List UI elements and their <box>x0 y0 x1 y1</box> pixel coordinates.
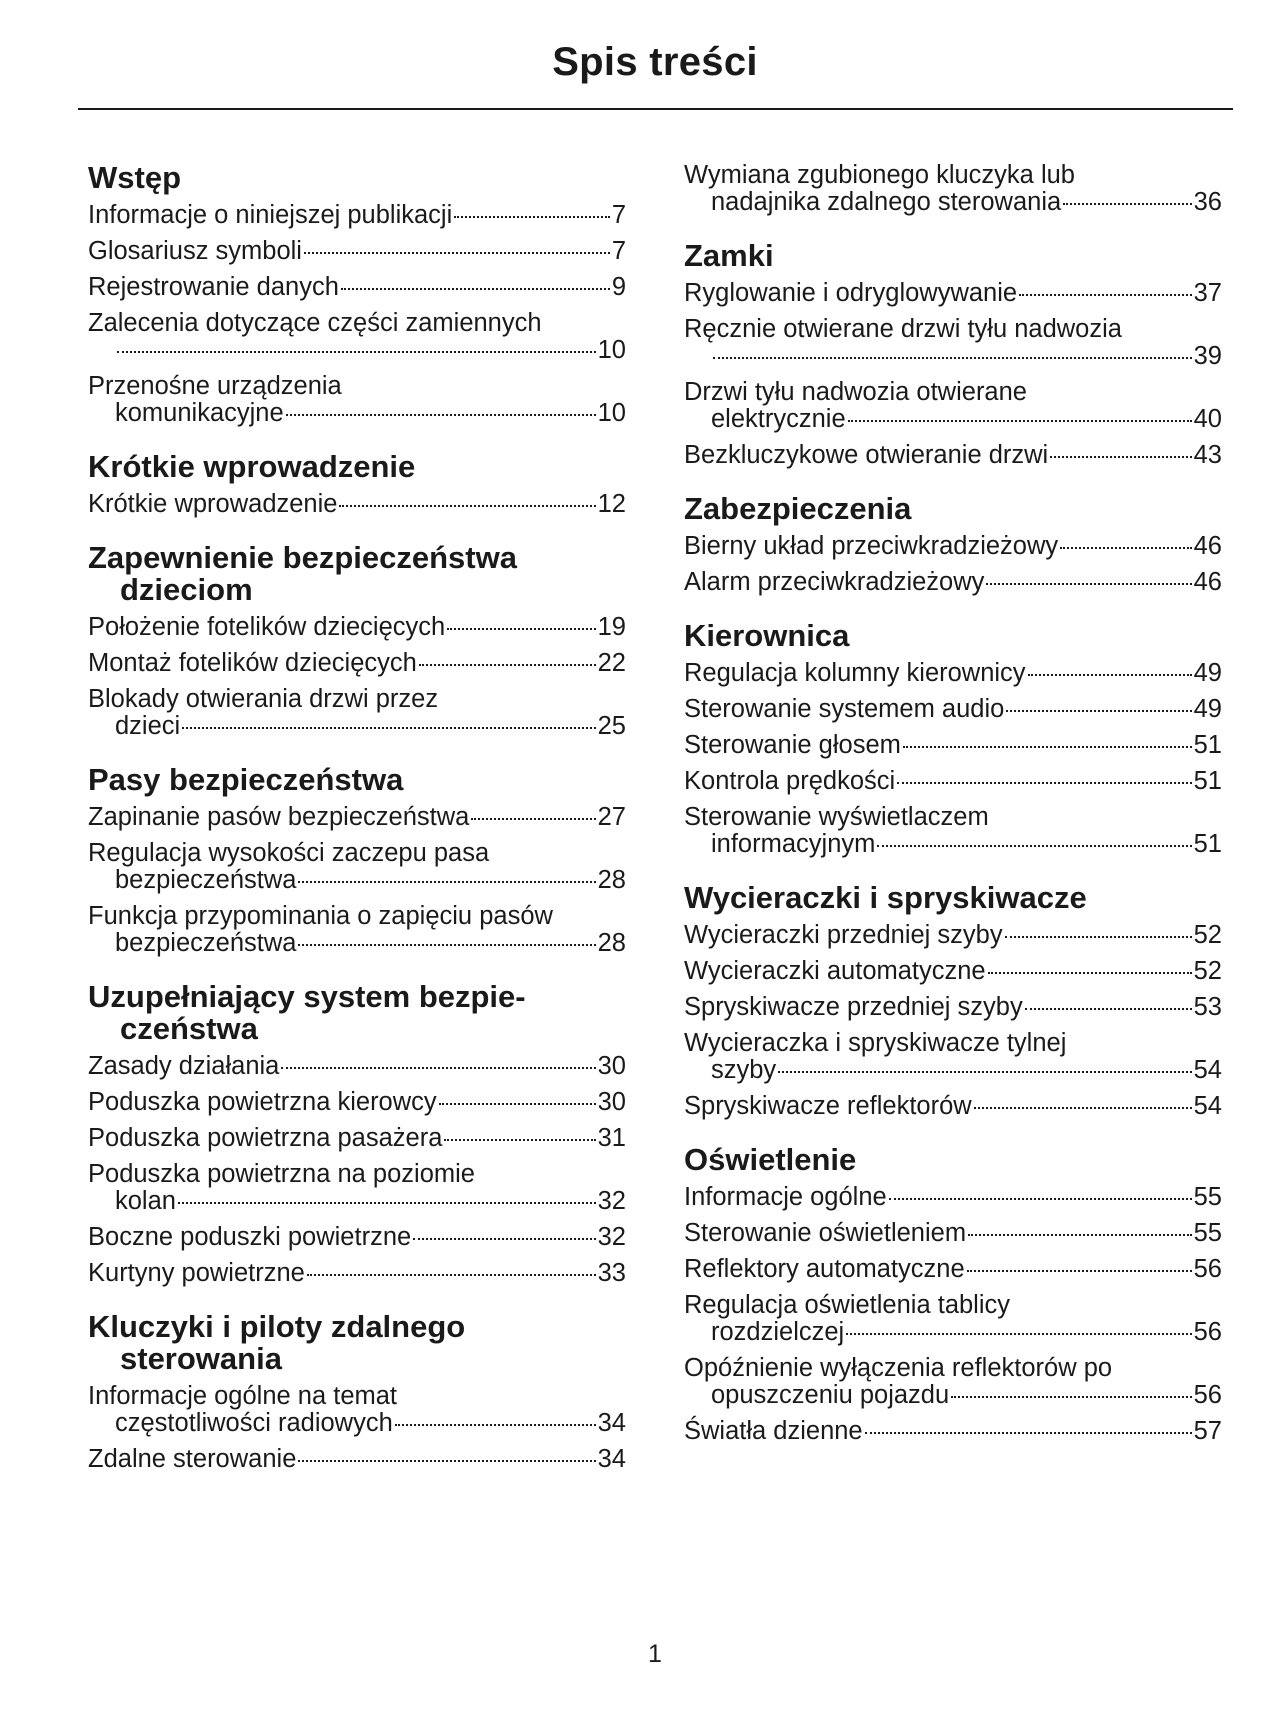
toc-entry-text: Kontrola prędkości <box>684 767 896 795</box>
toc-entry-text: Zasady działania <box>88 1052 280 1080</box>
toc-entry-body <box>88 1161 626 1215</box>
toc-entry-text: bezpieczeństwa <box>115 929 297 957</box>
toc-entry-text: Wycieraczki automatyczne <box>684 957 986 985</box>
toc-page-number: 36 <box>1193 188 1222 216</box>
dot-leader <box>951 1396 1191 1398</box>
toc-entry-line <box>684 1319 1222 1346</box>
toc-entry-body <box>684 1292 1222 1346</box>
toc-entry[interactable] <box>88 1089 626 1116</box>
toc-entry-line <box>88 1089 626 1116</box>
dot-leader <box>281 1067 595 1069</box>
toc-entry-body <box>684 1093 1222 1120</box>
toc-entry[interactable] <box>684 660 1222 687</box>
toc-entry-line <box>88 1125 626 1152</box>
toc-entry-body <box>88 614 626 641</box>
section-title: Oświetlenie <box>684 1142 857 1177</box>
toc-entry-text-line1: Sterowanie wyświetlaczem <box>684 803 989 831</box>
toc-section <box>88 1311 626 1473</box>
toc-entry[interactable] <box>684 696 1222 723</box>
toc-entry-text: opuszczeniu pojazdu <box>711 1381 950 1409</box>
toc-entry[interactable] <box>684 994 1222 1021</box>
toc-entry[interactable] <box>88 650 626 677</box>
toc-entry-body <box>88 1125 626 1152</box>
toc-entry-text: Spryskiwacze reflektorów <box>684 1092 972 1120</box>
toc-page-number: 49 <box>1193 659 1222 687</box>
toc-page-number: 34 <box>597 1409 626 1437</box>
toc-page-number: 56 <box>1193 1381 1222 1409</box>
toc-page-number: 30 <box>597 1088 626 1116</box>
toc-column-right <box>684 162 1222 1469</box>
toc-page-number: 52 <box>1193 921 1222 949</box>
toc-entry-body <box>684 1220 1222 1247</box>
toc-page-number: 34 <box>597 1445 626 1473</box>
toc-entry-text: dzieci <box>115 712 181 740</box>
toc-entry-text: Bierny układ przeciwkradzieżowy <box>684 532 1059 560</box>
toc-entry-text: Poduszka powietrzna kierowcy <box>88 1088 437 1116</box>
toc-entry-body <box>684 442 1222 469</box>
toc-entry-text: Światła dzienne <box>684 1417 863 1445</box>
toc-entry-text: Położenie fotelików dziecięcych <box>88 613 446 641</box>
toc-entry-text: Spryskiwacze przedniej szyby <box>684 993 1023 1021</box>
toc-entry-line <box>684 1057 1222 1084</box>
toc-entry-line <box>684 1093 1222 1120</box>
dot-leader <box>1060 547 1191 549</box>
toc-entry-line <box>684 1382 1222 1409</box>
toc-page-number: 46 <box>1193 568 1222 596</box>
dot-leader <box>1050 456 1191 458</box>
dot-leader <box>304 252 610 254</box>
toc-entry[interactable] <box>88 1383 626 1437</box>
dot-leader <box>903 746 1192 748</box>
toc-entry-line <box>684 1184 1222 1211</box>
toc-entry-line <box>88 202 626 229</box>
toc-entry-line <box>684 189 1222 216</box>
toc-section <box>88 764 626 957</box>
toc-entry-text: Glosariusz symboli <box>88 237 302 265</box>
section-title: Kluczyki i piloty zdalnego sterowania <box>88 1309 466 1376</box>
dot-leader <box>1025 1008 1192 1010</box>
toc-page-number: 22 <box>597 649 626 677</box>
toc-entry[interactable] <box>684 379 1222 433</box>
dot-leader <box>778 1071 1191 1073</box>
toc-entry-line <box>88 804 626 831</box>
toc-page-number: 51 <box>1193 767 1222 795</box>
toc-entry[interactable] <box>88 491 626 518</box>
toc-entry-body <box>684 696 1222 723</box>
toc-entry-text-line1: Regulacja wysokości zaczepu pasa <box>88 839 490 867</box>
toc-page-number: 40 <box>1193 405 1222 433</box>
toc-entry-text-line1: Blokady otwierania drzwi przez <box>88 685 439 713</box>
toc-entry-body <box>88 804 626 831</box>
toc-entry-text: bezpieczeństwa <box>115 866 297 894</box>
toc-entry-body <box>684 1184 1222 1211</box>
toc-section <box>684 162 1222 216</box>
dot-leader <box>298 944 595 946</box>
toc-entry-text: elektrycznie <box>711 405 846 433</box>
dot-leader <box>1019 294 1192 296</box>
toc-entry-line <box>684 533 1222 560</box>
toc-entry-line <box>684 831 1222 858</box>
toc-entry-line <box>88 614 626 641</box>
toc-page-number: 49 <box>1193 695 1222 723</box>
toc-entry-body <box>88 903 626 957</box>
dot-leader <box>968 1234 1192 1236</box>
toc-page-number: 32 <box>597 1187 626 1215</box>
toc-entry-body <box>684 922 1222 949</box>
toc-entry-line <box>684 1256 1222 1283</box>
toc-page-number: 33 <box>597 1259 626 1287</box>
section-title: Kierownica <box>684 618 850 653</box>
toc-entry-body <box>684 316 1222 370</box>
toc-entry-body <box>684 660 1222 687</box>
toc-page-number: 43 <box>1193 441 1222 469</box>
toc-entry-line <box>88 400 626 427</box>
dot-leader <box>298 881 595 883</box>
toc-entry[interactable] <box>88 1125 626 1152</box>
toc-entry-text: Boczne poduszki powietrzne <box>88 1223 412 1251</box>
toc-entry[interactable] <box>88 202 626 229</box>
section-title: Zamki <box>684 238 774 273</box>
toc-entry-body <box>684 768 1222 795</box>
toc-entry-body <box>88 1383 626 1437</box>
toc-entry-body <box>684 1030 1222 1084</box>
toc-entry[interactable] <box>684 1292 1222 1346</box>
dot-leader <box>178 1202 596 1204</box>
toc-entry-body <box>88 1089 626 1116</box>
toc-page-number: 52 <box>1193 957 1222 985</box>
toc-entry-body <box>684 1418 1222 1445</box>
page-number: 1 <box>648 1640 662 1668</box>
dot-leader <box>444 1139 595 1141</box>
toc-entry-line <box>88 1410 626 1437</box>
title-divider <box>78 108 1233 110</box>
toc-page-number: 46 <box>1193 532 1222 560</box>
toc-entry-line <box>88 1260 626 1287</box>
dot-leader <box>413 1238 595 1240</box>
toc-entry-text: Montaż fotelików dziecięcych <box>88 649 417 677</box>
toc-entry-body <box>88 310 626 364</box>
toc-page-number: 28 <box>597 929 626 957</box>
toc-page-number: 51 <box>1193 731 1222 759</box>
toc-entry[interactable] <box>88 274 626 301</box>
toc-entry-body <box>88 238 626 265</box>
toc-entry-line <box>684 958 1222 985</box>
toc-entry-line <box>684 660 1222 687</box>
toc-entry-text-line1: Drzwi tyłu nadwozia otwierane <box>684 378 1027 406</box>
toc-entry[interactable] <box>88 238 626 265</box>
toc-entry[interactable] <box>88 310 626 364</box>
toc-entry-body <box>88 1446 626 1473</box>
dot-leader <box>1005 936 1192 938</box>
dot-leader <box>307 1274 596 1276</box>
dot-leader <box>454 216 610 218</box>
toc-page-number: 56 <box>1193 1318 1222 1346</box>
toc-entry[interactable] <box>88 1260 626 1287</box>
toc-entry-line <box>88 337 626 364</box>
toc-entry-text: Informacje o niniejszej publikacji <box>88 201 453 229</box>
toc-page-number: 9 <box>611 273 626 301</box>
toc-entry[interactable] <box>684 1184 1222 1211</box>
toc-page-number: 27 <box>597 803 626 831</box>
toc-entry[interactable] <box>88 840 626 894</box>
dot-leader <box>1006 710 1191 712</box>
dot-leader <box>1063 203 1191 205</box>
toc-entry-text: Poduszka powietrzna pasażera <box>88 1124 443 1152</box>
toc-entry-body <box>88 840 626 894</box>
toc-section <box>684 493 1222 596</box>
toc-section <box>88 162 626 427</box>
dot-leader <box>339 505 595 507</box>
dot-leader <box>447 628 595 630</box>
toc-entry-line <box>88 274 626 301</box>
section-title: Uzupełniający system bezpie-czeństwa <box>88 979 526 1046</box>
toc-column-left <box>88 162 626 1497</box>
toc-page-number: 28 <box>597 866 626 894</box>
toc-page-number: 51 <box>1193 830 1222 858</box>
toc-entry-line <box>88 1224 626 1251</box>
toc-entry[interactable] <box>88 1053 626 1080</box>
toc-section <box>684 620 1222 858</box>
toc-entry[interactable] <box>88 1224 626 1251</box>
dot-leader <box>986 583 1191 585</box>
toc-entry-body <box>684 1256 1222 1283</box>
toc-entry[interactable] <box>684 1030 1222 1084</box>
toc-entry[interactable] <box>88 804 626 831</box>
toc-entry-text: częstotliwości radiowych <box>115 1409 393 1437</box>
toc-entry-line <box>684 343 1222 370</box>
toc-entry-body <box>684 569 1222 596</box>
toc-entry-line <box>684 1418 1222 1445</box>
toc-entry-body <box>88 1224 626 1251</box>
section-title: Wstęp <box>88 160 181 195</box>
toc-entry-line <box>684 768 1222 795</box>
toc-entry[interactable] <box>684 732 1222 759</box>
toc-entry-line <box>88 491 626 518</box>
toc-entry-body <box>88 650 626 677</box>
toc-entry-line <box>684 406 1222 433</box>
toc-entry-text-line1: Ręcznie otwierane drzwi tyłu nadwozia <box>684 315 1122 343</box>
toc-entry-line <box>684 994 1222 1021</box>
toc-section <box>684 882 1222 1120</box>
toc-entry-line <box>88 930 626 957</box>
toc-entry-text: informacyjnym <box>711 830 876 858</box>
toc-entry-body <box>88 202 626 229</box>
toc-entry-body <box>88 1053 626 1080</box>
toc-entry-line <box>88 1446 626 1473</box>
toc-page-number: 25 <box>597 712 626 740</box>
toc-entry[interactable] <box>684 768 1222 795</box>
toc-entry[interactable] <box>684 958 1222 985</box>
toc-page-number: 12 <box>597 490 626 518</box>
toc-entry-text: Bezkluczykowe otwieranie drzwi <box>684 441 1049 469</box>
toc-entry-text: rozdzielczej <box>711 1318 845 1346</box>
toc-entry-text: Wycieraczki przedniej szyby <box>684 921 1003 949</box>
toc-entry-body <box>684 533 1222 560</box>
dot-leader <box>419 664 596 666</box>
dot-leader <box>471 818 595 820</box>
toc-entry-text-line1: Funkcja przypominania o zapięciu pasów <box>88 902 553 930</box>
toc-entry-text: Sterowanie systemem audio <box>684 695 1005 723</box>
toc-entry[interactable] <box>684 1093 1222 1120</box>
page-title: Spis treści <box>552 40 758 84</box>
toc-entry[interactable] <box>684 162 1222 216</box>
dot-leader <box>182 727 595 729</box>
toc-page-number: 31 <box>597 1124 626 1152</box>
toc-entry-body <box>684 280 1222 307</box>
toc-entry-text-line1: Informacje ogólne na temat <box>88 1382 398 1410</box>
dot-leader <box>967 1270 1192 1272</box>
toc-page-number: 30 <box>597 1052 626 1080</box>
dot-leader <box>286 414 596 416</box>
toc-entry-text: Zdalne sterowanie <box>88 1445 297 1473</box>
section-title: Krótkie wprowadzenie <box>88 449 416 484</box>
toc-entry-text-line1: Przenośne urządzenia <box>88 372 342 400</box>
dot-leader <box>846 1333 1191 1335</box>
toc-entry-text: Ryglowanie i odryglowywanie <box>684 279 1018 307</box>
toc-entry-text-line1: Wycieraczka i spryskiwacze tylnej <box>684 1029 1067 1057</box>
toc-entry-body <box>684 994 1222 1021</box>
dot-leader <box>889 1198 1192 1200</box>
section-title: Zabezpieczenia <box>684 491 912 526</box>
section-title: Pasy bezpieczeństwa <box>88 762 404 797</box>
toc-entry-body <box>684 1355 1222 1409</box>
toc-page-number: 57 <box>1193 1417 1222 1445</box>
toc-entry[interactable] <box>684 922 1222 949</box>
dot-leader <box>848 420 1192 422</box>
toc-entry[interactable] <box>684 1256 1222 1283</box>
toc-entry-text: kolan <box>115 1187 176 1215</box>
toc-entry-text: Informacje ogólne <box>684 1183 887 1211</box>
toc-entry[interactable] <box>88 614 626 641</box>
toc-entry-line <box>684 569 1222 596</box>
toc-entry[interactable] <box>88 1161 626 1215</box>
toc-section <box>88 542 626 740</box>
toc-entry-text-line1: Poduszka powietrzna na poziomie <box>88 1160 475 1188</box>
toc-page-number: 37 <box>1193 279 1222 307</box>
toc-page-number: 53 <box>1193 993 1222 1021</box>
dot-leader <box>439 1103 596 1105</box>
toc-entry-text: Regulacja kolumny kierownicy <box>684 659 1026 687</box>
toc-entry[interactable] <box>684 442 1222 469</box>
toc-entry-body <box>684 732 1222 759</box>
toc-page-number: 7 <box>611 201 626 229</box>
toc-section <box>684 1144 1222 1445</box>
toc-entry-text: komunikacyjne <box>115 399 284 427</box>
toc-entry[interactable] <box>684 316 1222 370</box>
dot-leader <box>865 1432 1192 1434</box>
toc-entry-line <box>88 650 626 677</box>
toc-page-number: 54 <box>1193 1056 1222 1084</box>
toc-entry[interactable] <box>88 903 626 957</box>
section-title: Wycieraczki i spryskiwacze <box>684 880 1087 915</box>
dot-leader <box>897 782 1191 784</box>
toc-page-number: 54 <box>1193 1092 1222 1120</box>
toc-entry-line <box>88 1188 626 1215</box>
toc-entry-text: nadajnika zdalnego sterowania <box>711 188 1062 216</box>
toc-page-number: 10 <box>597 336 626 364</box>
section-title: Zapewnienie bezpieczeństwa dzieciom <box>88 540 517 607</box>
dot-leader <box>713 357 1192 359</box>
toc-entry-line <box>88 238 626 265</box>
toc-entry-text: Reflektory automatyczne <box>684 1255 965 1283</box>
toc-entry-body <box>88 373 626 427</box>
toc-entry-text: Sterowanie głosem <box>684 731 901 759</box>
toc-entry-body <box>88 686 626 740</box>
toc-entry-body <box>684 958 1222 985</box>
toc-entry-body <box>684 804 1222 858</box>
toc-entry-text: szyby <box>711 1056 777 1084</box>
toc-entry-body <box>88 274 626 301</box>
toc-entry-text: Krótkie wprowadzenie <box>88 490 338 518</box>
toc-entry[interactable] <box>684 280 1222 307</box>
toc-entry-body <box>88 1260 626 1287</box>
dot-leader <box>1028 674 1192 676</box>
toc-page-number: 56 <box>1193 1255 1222 1283</box>
toc-entry-line <box>88 1053 626 1080</box>
toc-section <box>88 981 626 1287</box>
toc-entry[interactable] <box>88 686 626 740</box>
toc-section <box>88 451 626 518</box>
toc-entry-line <box>684 732 1222 759</box>
dot-leader <box>298 1460 595 1462</box>
toc-entry[interactable] <box>684 1355 1222 1409</box>
dot-leader <box>395 1424 596 1426</box>
toc-entry-text-line1: Wymiana zgubionego kluczyka lub <box>684 161 1075 189</box>
toc-section <box>684 240 1222 469</box>
toc-entry[interactable] <box>684 1418 1222 1445</box>
toc-page-number: 32 <box>597 1223 626 1251</box>
dot-leader <box>877 845 1191 847</box>
toc-entry-line <box>684 442 1222 469</box>
toc-page-number: 39 <box>1193 342 1222 370</box>
toc-entry-body <box>88 491 626 518</box>
toc-entry-body <box>684 162 1222 216</box>
toc-entry-line <box>88 867 626 894</box>
toc-entry[interactable] <box>88 373 626 427</box>
toc-entry-line <box>684 922 1222 949</box>
toc-entry[interactable] <box>88 1446 626 1473</box>
toc-entry-text-line1: Opóźnienie wyłączenia reflektorów po <box>684 1354 1113 1382</box>
toc-page-number: 7 <box>611 237 626 265</box>
toc-page-number: 55 <box>1193 1183 1222 1211</box>
toc-entry[interactable] <box>684 533 1222 560</box>
dot-leader <box>341 288 610 290</box>
toc-entry[interactable] <box>684 569 1222 596</box>
toc-entry-text: Rejestrowanie danych <box>88 273 339 301</box>
toc-entry-line <box>684 280 1222 307</box>
toc-entry-text-line1: Zalecenia dotyczące części zamiennych <box>88 309 542 337</box>
dot-leader <box>117 351 596 353</box>
dot-leader <box>988 972 1192 974</box>
toc-entry-text: Alarm przeciwkradzieżowy <box>684 568 985 596</box>
toc-page-number: 10 <box>597 399 626 427</box>
toc-entry-body <box>684 379 1222 433</box>
toc-entry-line <box>684 696 1222 723</box>
toc-page-number: 19 <box>597 613 626 641</box>
dot-leader <box>974 1107 1192 1109</box>
toc-entry-text: Zapinanie pasów bezpieczeństwa <box>88 803 470 831</box>
toc-entry[interactable] <box>684 804 1222 858</box>
toc-entry-line <box>684 1220 1222 1247</box>
toc-entry[interactable] <box>684 1220 1222 1247</box>
toc-entry-text: Sterowanie oświetleniem <box>684 1219 967 1247</box>
toc-entry-text: Kurtyny powietrzne <box>88 1259 305 1287</box>
toc-entry-text-line1: Regulacja oświetlenia tablicy <box>684 1291 1011 1319</box>
toc-page-number: 55 <box>1193 1219 1222 1247</box>
toc-entry-line <box>88 713 626 740</box>
